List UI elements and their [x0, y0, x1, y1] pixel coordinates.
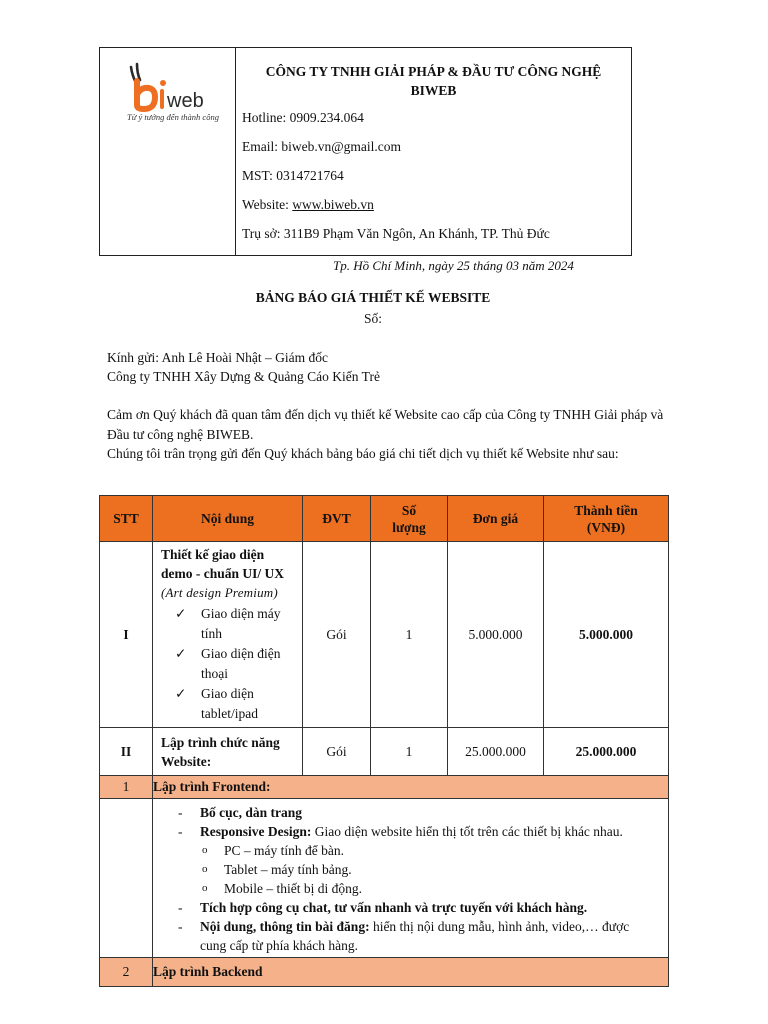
address: Trụ sở: 311B9 Phạm Văn Ngôn, An Khánh, TP. Thủ Đức — [242, 226, 550, 241]
col-header-stt: STT — [100, 496, 153, 542]
check-icon: ✓ — [175, 646, 187, 661]
item-subtitle: (Art design Premium) — [161, 585, 278, 600]
date-line: Tp. Hồ Chí Minh, ngày 25 tháng 03 năm 2024 — [333, 258, 574, 273]
intro-paragraph-1: Cảm ơn Quý khách đã quan tâm đến dịch vụ thiết kế Website cao cấp của Công ty TNHH Giải pháp và Đầu tư công nghệ BIWEB. — [107, 407, 664, 442]
company-info — [236, 48, 631, 255]
tax-code: MST: 0314721764 — [242, 168, 344, 183]
svg-text:web: web — [167, 90, 204, 112]
website-line — [242, 195, 631, 214]
row-unit-price: 5.000.000 — [448, 542, 544, 728]
list-item: ✓ Giao diện điện thoại — [161, 644, 294, 684]
email: Email: biweb.vn@gmail.com — [242, 139, 402, 154]
item-title: Thiết kế giao diện demo - chuẩn UI/ UX — [161, 547, 285, 581]
row-content — [153, 542, 303, 728]
list-item: ✓ Giao diện máy tính — [161, 604, 294, 644]
row-unit-price: 25.000.000 — [448, 728, 544, 776]
item-title: Lập trình chức năng Website: — [161, 734, 280, 769]
col-header-unit: ĐVT — [303, 496, 371, 542]
col-header-content: Nội dung — [153, 496, 303, 542]
hotline: Hotline: 0909.234.064 — [242, 110, 364, 125]
company-name: CÔNG TY TNHH GIẢI PHÁP & ĐẦU TƯ CÔNG NGHỆ BIWEB — [265, 64, 602, 98]
greeting-company: Công ty TNHH Xây Dựng & Quảng Cáo Kiến Trẻ — [107, 369, 380, 384]
website-label: Website: — [242, 197, 293, 212]
row-stt: I — [100, 542, 153, 728]
row-quantity: 1 — [371, 728, 448, 776]
section-label: Lập trình Backend — [153, 958, 669, 987]
list-item: o Tablet – máy tính bảng. — [202, 862, 352, 877]
row-unit: Gói — [303, 542, 371, 728]
feature-list — [161, 604, 294, 724]
section-label: Lập trình Frontend: — [153, 776, 669, 799]
table-header-row — [100, 496, 669, 542]
list-item: o PC – máy tính để bàn. — [202, 843, 344, 858]
section-row-backend — [100, 958, 669, 987]
quote-table — [99, 495, 669, 987]
row-stt: II — [100, 728, 153, 776]
col-header-quantity-text: Số lượng — [392, 502, 426, 535]
col-header-total — [544, 496, 669, 542]
document-title: BẢNG BÁO GIÁ THIẾT KẾ WEBSITE — [255, 290, 491, 305]
list-item: o Mobile – thiết bị di động. — [202, 881, 362, 896]
col-header-total-text: Thành tiền (VNĐ) — [574, 502, 638, 535]
detail-row-frontend — [100, 799, 669, 958]
list-item: ✓ Giao diện tablet/ipad — [161, 684, 294, 724]
company-header-box — [99, 47, 632, 256]
check-icon: ✓ — [175, 606, 187, 621]
document-number: Số: — [363, 311, 382, 326]
website-link[interactable]: www.biweb.vn — [292, 197, 374, 212]
section-stt: 2 — [100, 958, 153, 987]
row-content — [153, 728, 303, 776]
list-item: - Responsive Design: Giao diện website hiển thị tốt trên các thiết bị khác nhau. — [178, 824, 623, 839]
col-header-unit-price: Đơn giá — [448, 496, 544, 542]
check-icon: ✓ — [175, 686, 187, 701]
list-item-continuation: cung cấp từ phía khách hàng. — [200, 938, 359, 953]
table-row — [100, 542, 669, 728]
section-stt: 1 — [100, 776, 153, 799]
section-row-frontend — [100, 776, 669, 799]
row-unit: Gói — [303, 728, 371, 776]
company-logo — [100, 48, 236, 255]
biweb-logo-icon — [125, 61, 215, 113]
intro-paragraph-2: Chúng tôi trân trọng gửi đến Quý khách bảng báo giá chi tiết dịch vụ thiết kế Website như sau: — [107, 446, 619, 461]
list-item: - Bố cục, dàn trang — [178, 805, 303, 820]
table-row — [100, 728, 669, 776]
list-item: - Nội dung, thông tin bài đăng: hiển thị nội dung mẫu, hình ảnh, video,… được — [178, 919, 630, 934]
col-header-quantity — [371, 496, 448, 542]
row-total: 5.000.000 — [544, 542, 669, 728]
row-total: 25.000.000 — [544, 728, 669, 776]
frontend-details — [153, 799, 669, 958]
row-quantity: 1 — [371, 542, 448, 728]
logo-tagline: Từ ý tưởng đến thành công — [127, 112, 219, 122]
greeting-to: Kính gửi: Anh Lê Hoài Nhật – Giám đốc — [107, 350, 329, 365]
list-item: - Tích hợp công cụ chat, tư vấn nhanh và trực tuyến với khách hàng. — [178, 900, 588, 915]
